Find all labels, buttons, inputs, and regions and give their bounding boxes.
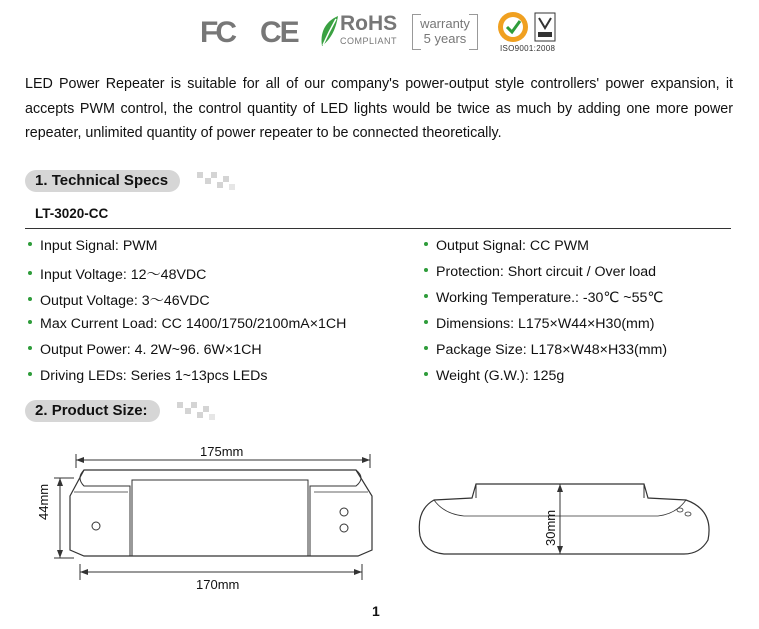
- intro-paragraph: LED Power Repeater is suitable for all of our company's power-output style controllers' power expansion, it accepts PWM control, the control quantity of LED lights would be twice as much by adding one more power repeater, unlimited quantity of power repeater to be connected theoretically.: [25, 76, 733, 141]
- bullet-icon: [424, 294, 428, 298]
- bullet-icon: [424, 320, 428, 324]
- spec-item: Input Signal: PWM: [28, 238, 158, 254]
- spec-item: Output Signal: CC PWM: [424, 238, 589, 254]
- spec-item: Output Voltage: 3～46VDC: [28, 290, 210, 310]
- section-technical-specs: [25, 170, 245, 192]
- page-number: 1: [372, 603, 380, 619]
- bullet-icon: [424, 268, 428, 272]
- spec-item: Output Power: 4. 2W~96. 6W×1CH: [28, 342, 262, 358]
- warranty-line1: warranty: [420, 16, 470, 31]
- sgs-seal-icon: [496, 10, 530, 44]
- section-title: Product Size:: [51, 402, 148, 419]
- bullet-icon: [424, 346, 428, 350]
- spec-item: Dimensions: L175×W44×H30(mm): [424, 316, 654, 332]
- ce-logo: CE: [260, 16, 298, 49]
- rohs-text: RoHS: [340, 12, 398, 35]
- product-front-view: [40, 438, 380, 590]
- ukas-seal-icon: [534, 12, 556, 42]
- divider: [25, 228, 731, 229]
- warranty-line2: 5 years: [423, 31, 467, 46]
- section-title: Technical Specs: [51, 172, 169, 189]
- section-decoration: [197, 172, 237, 190]
- certification-logos: [196, 10, 576, 56]
- section-number: 1.: [35, 172, 48, 189]
- spec-item: Driving LEDs: Series 1~13pcs LEDs: [28, 368, 268, 384]
- spec-item: Package Size: L178×W48×H33(mm): [424, 342, 667, 358]
- bullet-icon: [28, 320, 32, 324]
- dimension-height: 30mm: [543, 509, 558, 546]
- bullet-icon: [28, 297, 32, 301]
- iso-logo: [494, 10, 574, 56]
- bullet-icon: [28, 271, 32, 275]
- dimension-length-bottom: 170mm: [196, 577, 240, 592]
- bullet-icon: [28, 372, 32, 376]
- product-side-view: [404, 470, 724, 570]
- model-number: LT-3020-CC: [35, 206, 109, 221]
- spec-item: Max Current Load: CC 1400/1750/2100mA×1CH: [28, 316, 346, 332]
- section-title-pill: [25, 400, 160, 422]
- bullet-icon: [28, 346, 32, 350]
- bullet-icon: [424, 372, 428, 376]
- spec-item: Working Temperature.: -30℃ ~55℃: [424, 290, 663, 306]
- section-product-size: [25, 400, 245, 422]
- fcc-logo: FC: [200, 16, 234, 49]
- iso-text: ISO9001:2008: [500, 44, 556, 53]
- section-title-pill: [25, 170, 180, 192]
- warranty-badge: [412, 14, 478, 48]
- section-decoration: [177, 402, 217, 420]
- rohs-subtext: COMPLIANT: [340, 36, 398, 46]
- bullet-icon: [28, 242, 32, 246]
- leaf-icon: [318, 14, 340, 48]
- spec-item: Weight (G.W.): 125g: [424, 368, 564, 384]
- spec-item: Protection: Short circuit / Over load: [424, 264, 656, 280]
- dimension-width: 44mm: [36, 483, 51, 520]
- dimension-length-top: 175mm: [200, 444, 244, 459]
- rohs-logo: [318, 12, 398, 52]
- bullet-icon: [424, 242, 428, 246]
- spec-item: Input Voltage: 12～48VDC: [28, 264, 206, 284]
- section-number: 2.: [35, 402, 48, 419]
